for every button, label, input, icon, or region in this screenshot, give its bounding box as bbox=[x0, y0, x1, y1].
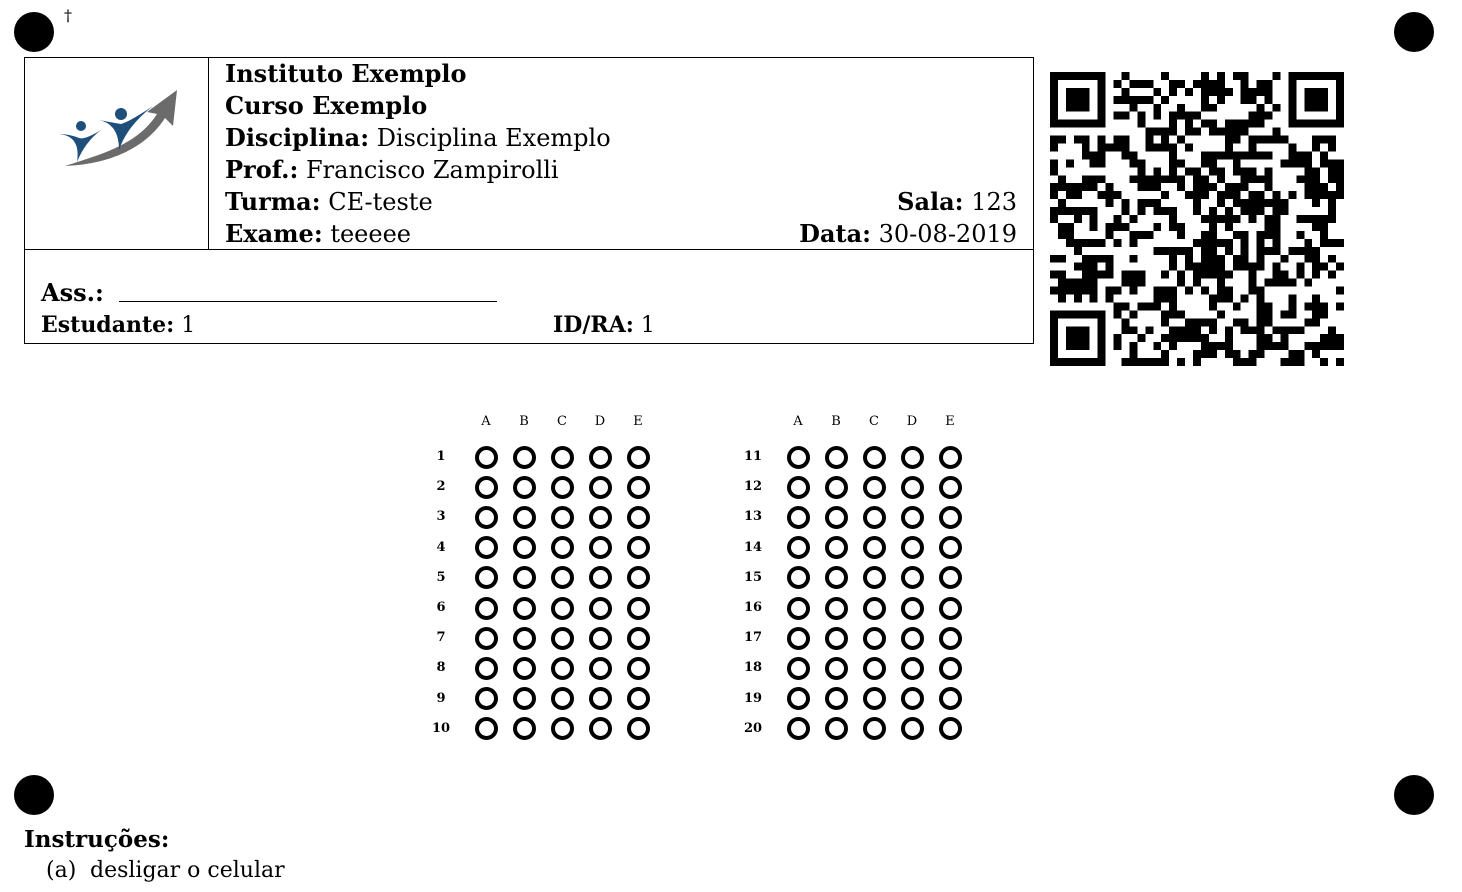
question-number: 16 bbox=[743, 600, 763, 615]
answer-bubble-q3-b[interactable] bbox=[513, 506, 536, 529]
exam-header bbox=[24, 57, 1034, 344]
option-header-a: A bbox=[793, 414, 803, 429]
question-number: 20 bbox=[743, 720, 763, 736]
answer-bubble-q12-e[interactable] bbox=[939, 476, 962, 499]
professor-line bbox=[225, 154, 1017, 186]
option-header-d: D bbox=[906, 414, 918, 429]
answer-bubble-q14-a[interactable] bbox=[787, 536, 810, 559]
dagger-symbol: † bbox=[64, 6, 72, 25]
professor-label: Prof.: bbox=[225, 155, 299, 184]
answer-bubble-q12-d[interactable] bbox=[901, 476, 924, 499]
signature-area bbox=[41, 278, 1017, 338]
exam-line bbox=[225, 218, 1017, 250]
answer-bubble-q20-a[interactable] bbox=[787, 717, 810, 740]
answer-bubble-q8-d[interactable] bbox=[589, 657, 612, 680]
answer-bubble-q7-a[interactable] bbox=[475, 627, 498, 650]
room bbox=[897, 186, 1017, 218]
institution-name: Instituto Exemplo bbox=[225, 59, 467, 88]
header-divider bbox=[25, 249, 1033, 250]
student-value: 1 bbox=[181, 313, 196, 338]
answer-bubble-q4-c[interactable] bbox=[551, 536, 574, 559]
student-field bbox=[41, 312, 195, 338]
question-number: 19 bbox=[743, 690, 763, 706]
answer-bubble-q1-a[interactable] bbox=[475, 446, 498, 469]
answer-bubble-q1-d[interactable] bbox=[589, 446, 612, 469]
qr-code-icon bbox=[1050, 72, 1344, 366]
date-label: Data: bbox=[799, 219, 871, 248]
date bbox=[799, 218, 1017, 250]
answer-bubble-q20-b[interactable] bbox=[825, 717, 848, 740]
discipline-line bbox=[225, 122, 1017, 154]
option-header-b: B bbox=[831, 414, 841, 429]
answer-bubble-q11-b[interactable] bbox=[825, 446, 848, 469]
instruction-item-text: desligar o celular bbox=[90, 858, 285, 883]
professor-value: Francisco Zampirolli bbox=[306, 156, 559, 184]
answer-bubble-q15-a[interactable] bbox=[787, 566, 810, 589]
answer-bubble-q10-c[interactable] bbox=[551, 717, 574, 740]
question-number: 15 bbox=[743, 569, 763, 585]
answer-bubble-q2-c[interactable] bbox=[551, 476, 574, 499]
option-header-c: C bbox=[869, 414, 879, 429]
room-value: 123 bbox=[971, 188, 1017, 216]
exam-info bbox=[225, 58, 1017, 249]
answer-bubble-q7-c[interactable] bbox=[551, 627, 574, 650]
question-number: 5 bbox=[436, 569, 446, 585]
answer-bubble-q6-e[interactable] bbox=[627, 597, 650, 620]
question-number: 13 bbox=[743, 509, 763, 525]
answer-bubble-q13-c[interactable] bbox=[863, 506, 886, 529]
answer-bubble-q5-c[interactable] bbox=[551, 566, 574, 589]
answer-bubble-q4-e[interactable] bbox=[627, 536, 650, 559]
discipline-value: Disciplina Exemplo bbox=[376, 124, 611, 152]
question-number: 10 bbox=[431, 720, 451, 736]
answer-bubble-q2-b[interactable] bbox=[513, 476, 536, 499]
signature-label: Ass.: bbox=[41, 278, 104, 307]
option-header-b: B bbox=[519, 414, 529, 429]
question-number: 17 bbox=[743, 630, 763, 646]
exam-value: teeeee bbox=[330, 220, 411, 248]
question-number: 3 bbox=[436, 509, 446, 525]
registration-mark-top-right bbox=[1394, 12, 1434, 52]
registration-mark-top-left bbox=[14, 12, 54, 52]
answer-bubble-q2-a[interactable] bbox=[475, 476, 498, 499]
answer-bubble-q18-c[interactable] bbox=[863, 657, 886, 680]
answer-bubble-q9-c[interactable] bbox=[551, 687, 574, 710]
answer-bubble-q5-b[interactable] bbox=[513, 566, 536, 589]
answer-bubble-q18-b[interactable] bbox=[825, 657, 848, 680]
answer-bubble-q13-d[interactable] bbox=[901, 506, 924, 529]
answer-bubble-q15-d[interactable] bbox=[901, 566, 924, 589]
answer-bubble-q14-b[interactable] bbox=[825, 536, 848, 559]
answer-bubble-q10-e[interactable] bbox=[627, 717, 650, 740]
option-header-e: E bbox=[945, 414, 955, 429]
id-value: 1 bbox=[640, 313, 655, 338]
discipline-label: Disciplina: bbox=[225, 123, 370, 152]
question-number: 2 bbox=[436, 479, 446, 495]
option-header-d: D bbox=[594, 414, 606, 429]
question-number: 7 bbox=[436, 630, 446, 646]
answer-bubble-q15-b[interactable] bbox=[825, 566, 848, 589]
answer-bubble-q7-b[interactable] bbox=[513, 627, 536, 650]
question-number: 18 bbox=[743, 660, 763, 676]
answer-bubble-q9-d[interactable] bbox=[589, 687, 612, 710]
answer-bubble-q4-a[interactable] bbox=[475, 536, 498, 559]
answer-bubble-q12-a[interactable] bbox=[787, 476, 810, 499]
class-label: Turma: bbox=[225, 187, 321, 216]
answer-bubble-q12-b[interactable] bbox=[825, 476, 848, 499]
answer-bubble-q6-b[interactable] bbox=[513, 597, 536, 620]
answer-bubble-q14-d[interactable] bbox=[901, 536, 924, 559]
answer-bubble-q15-e[interactable] bbox=[939, 566, 962, 589]
answer-bubble-q18-a[interactable] bbox=[787, 657, 810, 680]
answer-bubble-q1-c[interactable] bbox=[551, 446, 574, 469]
answer-bubble-q11-c[interactable] bbox=[863, 446, 886, 469]
answer-bubble-q10-b[interactable] bbox=[513, 717, 536, 740]
answer-bubble-q8-c[interactable] bbox=[551, 657, 574, 680]
answer-bubble-q8-a[interactable] bbox=[475, 657, 498, 680]
answer-bubble-q16-a[interactable] bbox=[787, 597, 810, 620]
answer-bubble-q3-e[interactable] bbox=[627, 506, 650, 529]
date-value: 30-08-2019 bbox=[878, 220, 1017, 248]
answer-bubble-q5-e[interactable] bbox=[627, 566, 650, 589]
answer-bubble-q8-b[interactable] bbox=[513, 657, 536, 680]
answer-bubble-q20-e[interactable] bbox=[939, 717, 962, 740]
option-header-e: E bbox=[633, 414, 643, 429]
answer-bubble-q18-e[interactable] bbox=[939, 657, 962, 680]
question-number: 14 bbox=[743, 539, 763, 555]
answer-bubble-q5-d[interactable] bbox=[589, 566, 612, 589]
answer-bubble-q14-c[interactable] bbox=[863, 536, 886, 559]
option-header-c: C bbox=[557, 414, 567, 429]
answer-bubble-q15-c[interactable] bbox=[863, 566, 886, 589]
question-number: 12 bbox=[743, 479, 763, 495]
registration-mark-bottom-right bbox=[1394, 775, 1434, 815]
question-number: 8 bbox=[436, 660, 446, 676]
answer-bubble-q11-a[interactable] bbox=[787, 446, 810, 469]
answer-bubble-q11-d[interactable] bbox=[901, 446, 924, 469]
instructions-title: Instruções: bbox=[24, 826, 170, 853]
signature-line[interactable] bbox=[119, 301, 497, 302]
answer-bubble-q2-d[interactable] bbox=[589, 476, 612, 499]
registration-mark-bottom-left bbox=[14, 775, 54, 815]
answer-bubble-q17-d[interactable] bbox=[901, 627, 924, 650]
answer-bubble-q17-b[interactable] bbox=[825, 627, 848, 650]
course-name: Curso Exemplo bbox=[225, 91, 428, 120]
answer-bubble-q1-e[interactable] bbox=[627, 446, 650, 469]
answer-bubble-q13-e[interactable] bbox=[939, 506, 962, 529]
answer-bubble-q3-c[interactable] bbox=[551, 506, 574, 529]
answer-bubble-q8-e[interactable] bbox=[627, 657, 650, 680]
answer-bubble-q9-b[interactable] bbox=[513, 687, 536, 710]
answer-bubble-q16-e[interactable] bbox=[939, 597, 962, 620]
answer-bubble-q3-d[interactable] bbox=[589, 506, 612, 529]
answer-bubble-q11-e[interactable] bbox=[939, 446, 962, 469]
answer-bubble-q12-c[interactable] bbox=[863, 476, 886, 499]
answer-bubble-q6-d[interactable] bbox=[589, 597, 612, 620]
student-label: Estudante: bbox=[41, 312, 175, 338]
question-number: 9 bbox=[436, 690, 446, 706]
room-label: Sala: bbox=[897, 187, 964, 216]
answer-bubble-q19-a[interactable] bbox=[787, 687, 810, 710]
id-field bbox=[553, 312, 655, 338]
answer-bubble-q16-d[interactable] bbox=[901, 597, 924, 620]
answer-bubble-q2-e[interactable] bbox=[627, 476, 650, 499]
institution-logo-icon bbox=[43, 84, 183, 184]
answer-bubble-q5-a[interactable] bbox=[475, 566, 498, 589]
answer-bubble-q19-b[interactable] bbox=[825, 687, 848, 710]
logo-cell bbox=[25, 58, 209, 249]
answer-bubble-q13-b[interactable] bbox=[825, 506, 848, 529]
answer-bubble-q19-c[interactable] bbox=[863, 687, 886, 710]
question-number: 1 bbox=[436, 449, 446, 464]
answer-bubble-q3-a[interactable] bbox=[475, 506, 498, 529]
answer-bubble-q16-c[interactable] bbox=[863, 597, 886, 620]
answer-bubble-q10-a[interactable] bbox=[475, 717, 498, 740]
answer-bubble-q9-e[interactable] bbox=[627, 687, 650, 710]
answer-bubble-q20-d[interactable] bbox=[901, 717, 924, 740]
class-line bbox=[225, 186, 1017, 218]
answer-bubble-q4-d[interactable] bbox=[589, 536, 612, 559]
answer-bubble-q6-c[interactable] bbox=[551, 597, 574, 620]
answer-bubble-q17-a[interactable] bbox=[787, 627, 810, 650]
answer-bubble-q1-b[interactable] bbox=[513, 446, 536, 469]
question-number: 4 bbox=[436, 539, 446, 555]
answer-bubble-q16-b[interactable] bbox=[825, 597, 848, 620]
exam-label: Exame: bbox=[225, 219, 323, 248]
question-number: 6 bbox=[436, 600, 446, 615]
instruction-item-label: (a) bbox=[46, 858, 77, 883]
answer-bubble-q10-d[interactable] bbox=[589, 717, 612, 740]
answer-bubble-q7-e[interactable] bbox=[627, 627, 650, 650]
answer-bubble-q7-d[interactable] bbox=[589, 627, 612, 650]
class-value: CE-teste bbox=[328, 188, 433, 216]
answer-bubble-q9-a[interactable] bbox=[475, 687, 498, 710]
question-number: 11 bbox=[743, 449, 763, 464]
option-header-a: A bbox=[481, 414, 491, 429]
answer-bubble-q14-e[interactable] bbox=[939, 536, 962, 559]
answer-bubble-q20-c[interactable] bbox=[863, 717, 886, 740]
answer-bubble-q19-e[interactable] bbox=[939, 687, 962, 710]
answer-bubble-q13-a[interactable] bbox=[787, 506, 810, 529]
answer-bubble-q19-d[interactable] bbox=[901, 687, 924, 710]
instruction-item bbox=[46, 858, 285, 883]
answer-bubble-q18-d[interactable] bbox=[901, 657, 924, 680]
answer-bubble-q4-b[interactable] bbox=[513, 536, 536, 559]
id-label: ID/RA: bbox=[553, 312, 634, 338]
answer-bubble-q17-c[interactable] bbox=[863, 627, 886, 650]
answer-bubble-q6-a[interactable] bbox=[475, 597, 498, 620]
answer-bubble-q17-e[interactable] bbox=[939, 627, 962, 650]
